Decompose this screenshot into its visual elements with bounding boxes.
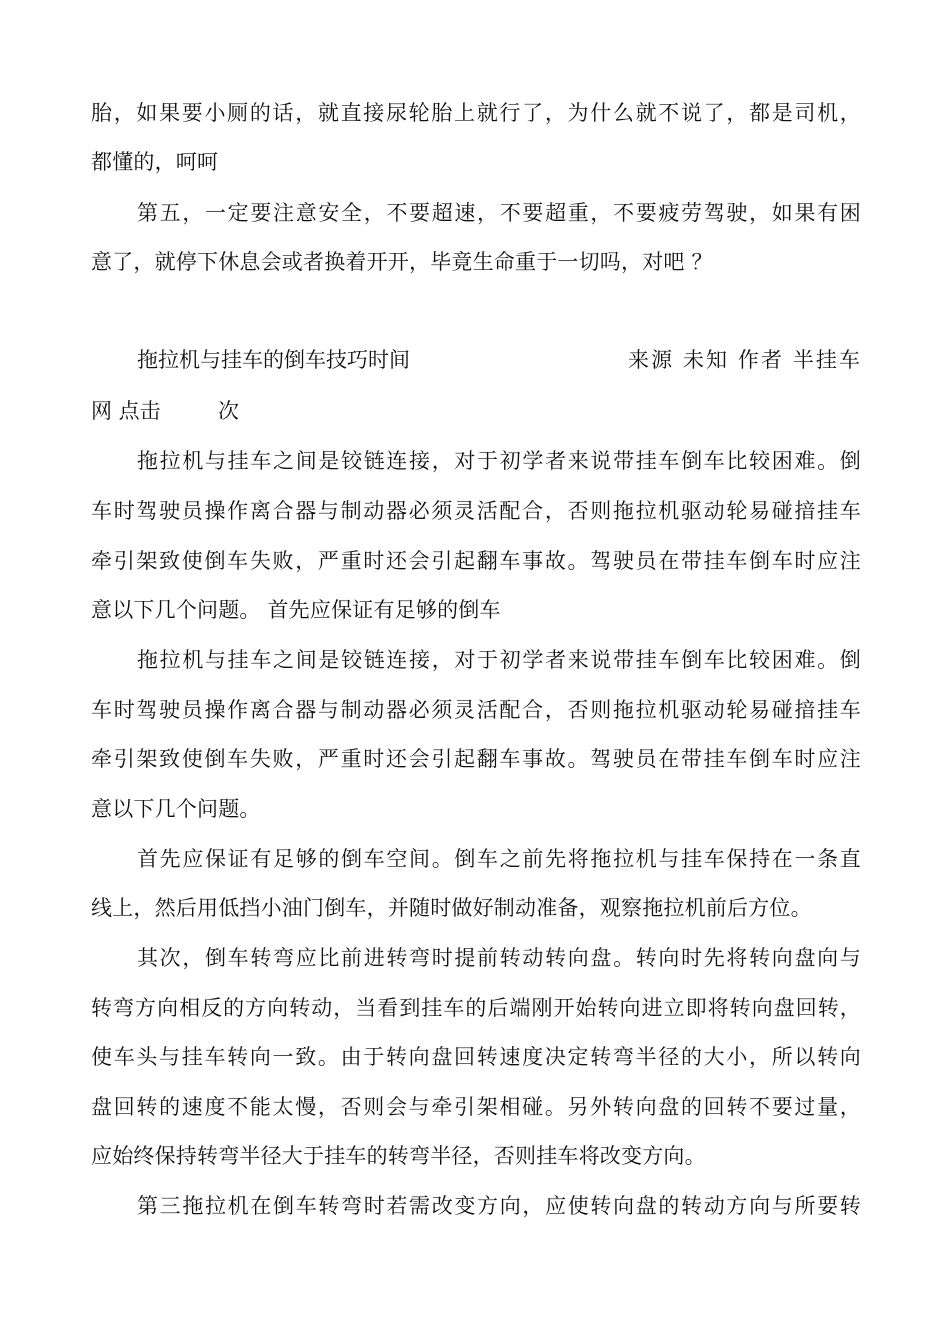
article-source: 来源 未知 作者 半挂车 [628, 348, 860, 372]
text-line: 使车头与挂车转向一致。由于转向盘回转速度决定转弯半径的大小，所以转向 [91, 1045, 861, 1069]
text-line: 线上，然后用低挡小油门倒车，并随时做好制动准备，观察拖拉机前后方位。 [91, 896, 812, 920]
text-line: 转弯方向相反的方向转动，当看到挂车的后端刚开始转向进立即将转向盘回转， [91, 996, 861, 1020]
text-line: 胎，如果要小厕的话，就直接尿轮胎上就行了，为什么就不说了，都是司机， [91, 101, 861, 125]
article-meta-clicks: 网 点击 [91, 399, 161, 423]
text-line: 其次，倒车转弯应比前进转弯时提前转动转向盘。转向时先将转向盘向与 [137, 946, 861, 970]
text-line: 都懂的，呵呵 [91, 150, 219, 174]
text-line: 牵引架致使倒车失败，严重时还会引起翻车事故。驾驶员在带挂车倒车时应注 [91, 549, 861, 573]
text-line: 牵引架致使倒车失败，严重时还会引起翻车事故。驾驶员在带挂车倒车时应注 [91, 747, 861, 771]
text-line: 车时驾驶员操作离合器与制动器必须灵活配合，否则拖拉机驱动轮易碰揞挂车 [91, 499, 861, 523]
text-line: 第五，一定要注意安全，不要超速，不要超重，不要疲劳驾驶，如果有困 [137, 201, 861, 225]
text-line: 意了，就停下休息会或者换着开开，毕竟生命重于一切吗，对吧 ？ [91, 250, 713, 274]
text-line: 意以下几个问题。 [91, 797, 261, 821]
text-line: 盘回转的速度不能太慢，否则会与牵引架相碰。另外转向盘的回转不要过量， [91, 1095, 861, 1119]
text-line: 拖拉机与挂车之间是铰链连接，对于初学者来说带挂车倒车比较困难。倒 [137, 449, 861, 473]
text-line: 第三拖拉机在倒车转弯时若需改变方向，应使转向盘的转动方向与所要转 [137, 1194, 861, 1218]
text-line: 拖拉机与挂车之间是铰链连接，对于初学者来说带挂车倒车比较困难。倒 [137, 648, 861, 672]
text-line: 首先应保证有足够的倒车空间。倒车之前先将拖拉机与挂车保持在一条直 [137, 847, 861, 871]
article-title: 拖拉机与挂车的倒车技巧时间 [137, 348, 410, 372]
article-meta-count: 次 [218, 399, 239, 423]
text-line: 应始终保持转弯半径大于挂车的转弯半径，否则挂车将改变方向。 [91, 1144, 706, 1168]
text-line: 车时驾驶员操作离合器与制动器必须灵活配合，否则拖拉机驱动轮易碰揞挂车 [91, 698, 861, 722]
text-line: 意以下几个问题。 首先应保证有足够的倒车 [91, 598, 501, 622]
